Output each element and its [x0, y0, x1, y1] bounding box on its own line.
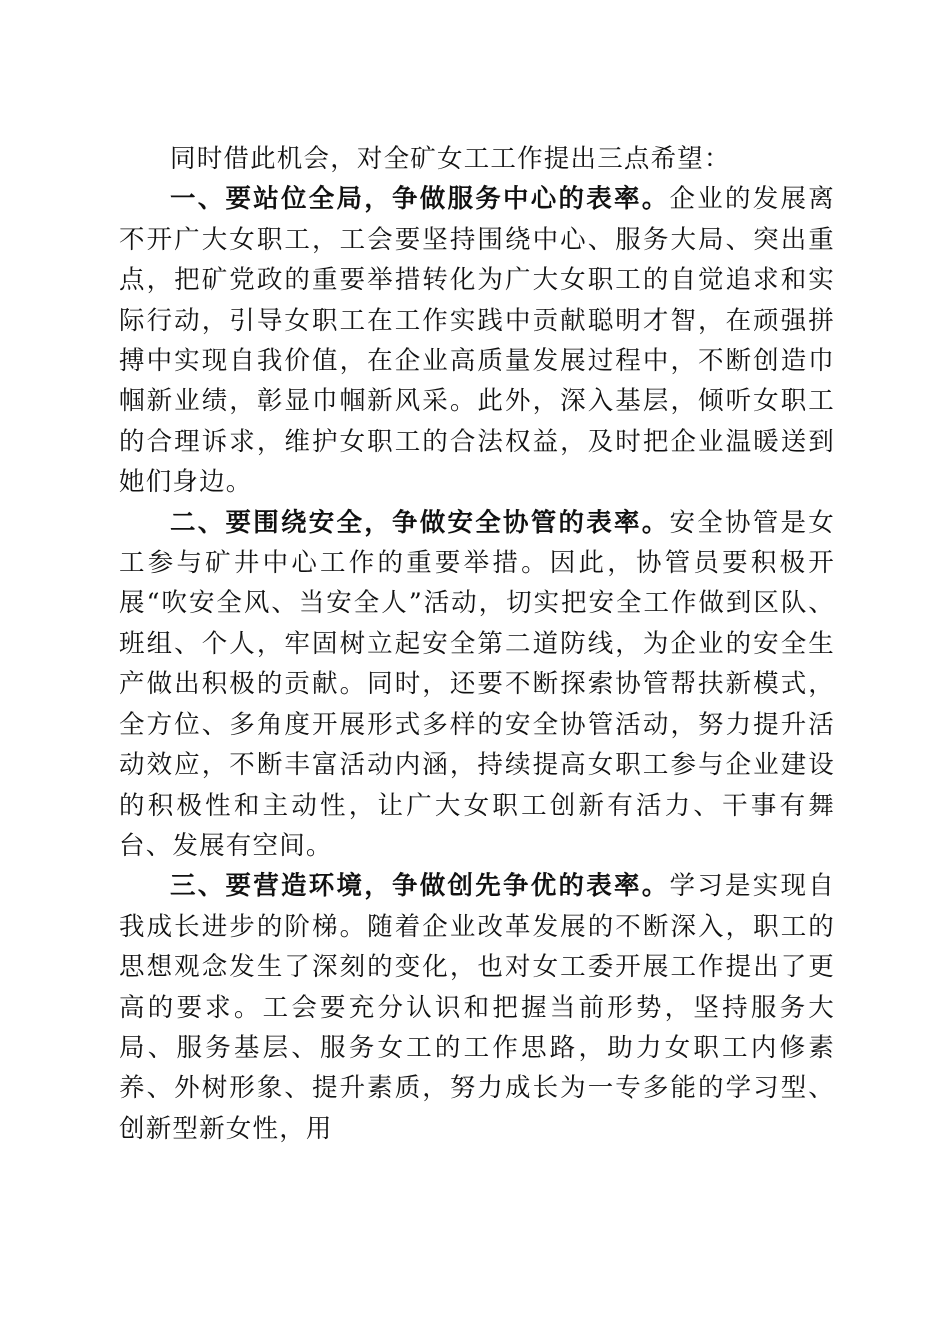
document-body [119, 139, 835, 1149]
section-body-2: 安全协管是女工参与矿井中心工作的重要举措。因此，协管员要积极开展“吹安全风、当安全人”活动，切实把安全工作做到区队、班组、个人，牢固树立起安全第二道防线，为企业的安全生产做出积极的贡献。同时，还要不断探索协管帮扶新模式，全方位、多角度开展形式多样的安全协管活动，努力提升活动效应，不断丰富活动内涵，持续提高女职工参与企业建设的积极性和主动性，让广大女职工创新有活力、干事有舞台、发展有空间。 [119, 507, 835, 861]
intro-paragraph [119, 139, 835, 179]
section-paragraph-2 [119, 503, 835, 867]
intro-text: 同时借此机会，对全矿女工工作提出三点希望： [170, 144, 731, 174]
section-heading-3: 三、要营造环境，争做创先争优的表率。 [170, 871, 670, 902]
section-heading-1: 一、要站位全局，争做服务中心的表率。 [170, 184, 670, 215]
section-body-3: 学习是实现自我成长进步的阶梯。随着企业改革发展的不断深入，职工的思想观念发生了深刻的变化，也对女工委开展工作提出了更高的要求。工会要充分认识和把握当前形势，坚持服务大局、服务基层、服务女工的工作思路，助力女职工内修素养、外树形象、提升素质，努力成长为一专多能的学习型、创新型新女性，用 [119, 871, 835, 1144]
section-body-1: 企业的发展离不开广大女职工，工会要坚持围绕中心、服务大局、突出重点，把矿党政的重要举措转化为广大女职工的自觉追求和实际行动，引导女职工在工作实践中贡献聪明才智，在顽强拼搏中实现自我价值，在企业高质量发展过程中，不断创造巾帼新业绩，彰显巾帼新风采。此外，深入基层，倾听女职工的合理诉求，维护女职工的合法权益，及时把企业温暖送到她们身边。 [119, 184, 835, 498]
section-paragraph-3 [119, 866, 835, 1149]
section-heading-2: 二、要围绕安全，争做安全协管的表率。 [170, 507, 670, 538]
section-paragraph-1 [119, 179, 835, 502]
